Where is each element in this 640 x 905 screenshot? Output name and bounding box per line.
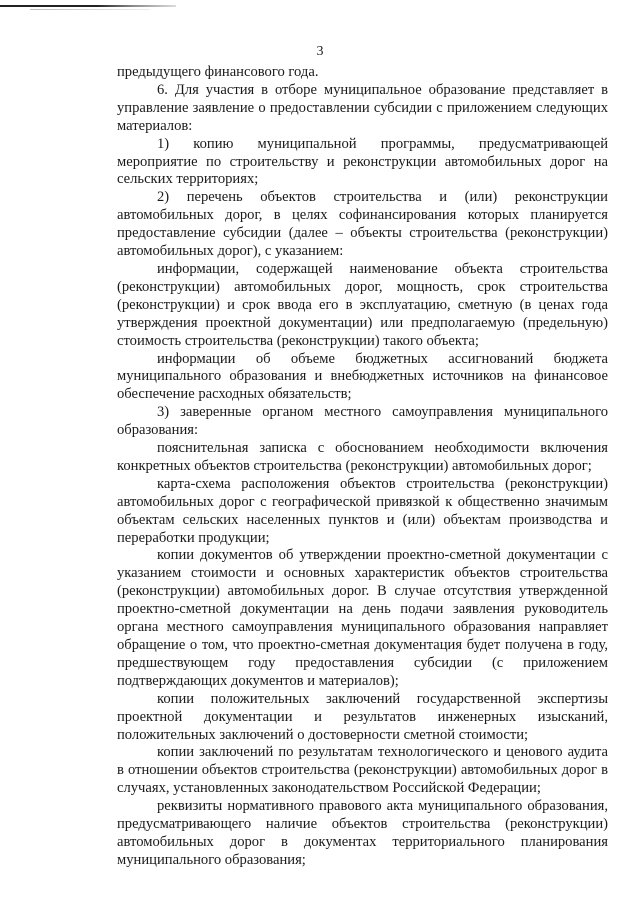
paragraph-expertise-conclusions: копии положительных заключений государственной экспертизы проектной документации и результатов инженерных изысканий, положительных заключений о достоверности сметной стоимости; bbox=[117, 690, 608, 743]
paragraph-subitem-2: 2) перечень объектов строительства и (или) реконструкции автомобильных дорог, в целях софинансирования которых планируется предоставление субсидии (далее – объекты строительства (реконструкции) автомобильных дорог), с указанием: bbox=[117, 189, 608, 260]
paragraph-continuation: предыдущего финансового года. bbox=[117, 64, 319, 80]
paragraph-info-budget: информации об объеме бюджетных ассигнований бюджета муниципального образования и внебюджетных источников на финансовое обеспечение расходных обязательств; bbox=[117, 350, 608, 403]
paragraph-subitem-3: 3) заверенные органом местного самоуправления муниципального образования: bbox=[117, 404, 608, 439]
scan-artifact-line-secondary bbox=[30, 9, 150, 10]
paragraph-design-documents: копии документов об утверждении проектно-сметной документации с указанием стоимости и основных характеристик объектов строительства (реконструкции) автомобильных дорог. В случае отсутствия утвержденной проектно-сметной документации на день подачи заявления руководитель органа местного самоуправления муниципального образования направляет обращение о том, что проектно-сметная документация будет получена в году, предшествующем году предоставления субсидии (с приложением подтверждающих документов и материалов); bbox=[117, 547, 608, 689]
paragraph-explanatory-note: пояснительная записка с обоснованием необходимости включения конкретных объектов строительства (реконструкции) автомобильных дорог; bbox=[117, 440, 608, 474]
paragraph-info-object: информации, содержащей наименование объекта строительства (реконструкции) автомобильных дорог, мощность, срок строительства (реконструкции) и срок ввода его в эксплуатацию, сметную (в ценах года утверждения проектной документации) или предполагаемую (предельную) стоимость строительства (реконструкции) такого объекта; bbox=[117, 260, 608, 349]
page-number: 3 bbox=[316, 44, 324, 59]
paragraph-subitem-1: 1) копию муниципальной программы, предусматривающей мероприятие по строительству и реконструкции автомобильных дорог на сельских территориях; bbox=[117, 135, 608, 188]
scan-artifact-line bbox=[0, 5, 176, 7]
paragraph-legal-act-details: реквизиты нормативного правового акта муниципального образования, предусматривающего наличие объектов строительства (реконструкции) автомобильных дорог в документах территориального планирования муниципального образования; bbox=[117, 798, 608, 868]
paragraph-item-6: 6. Для участия в отборе муниципальное образование представляет в управление заявление о предоставлении субсидии с приложением следующих материалов: bbox=[117, 81, 608, 134]
paragraph-audit-conclusions: копии заключений по результатам технологического и ценового аудита в отношении объектов строительства (реконструкции) автомобильных дорог в случаях, установленных законодательством Российской Федерации; bbox=[117, 744, 608, 797]
paragraph-map-scheme: карта-схема расположения объектов строительства (реконструкции) автомобильных дорог с географической привязкой к общественно значимым объектам сельских населенных пунктов и (или) объектам производства и переработки продукции; bbox=[117, 475, 608, 546]
document-body bbox=[117, 64, 608, 870]
